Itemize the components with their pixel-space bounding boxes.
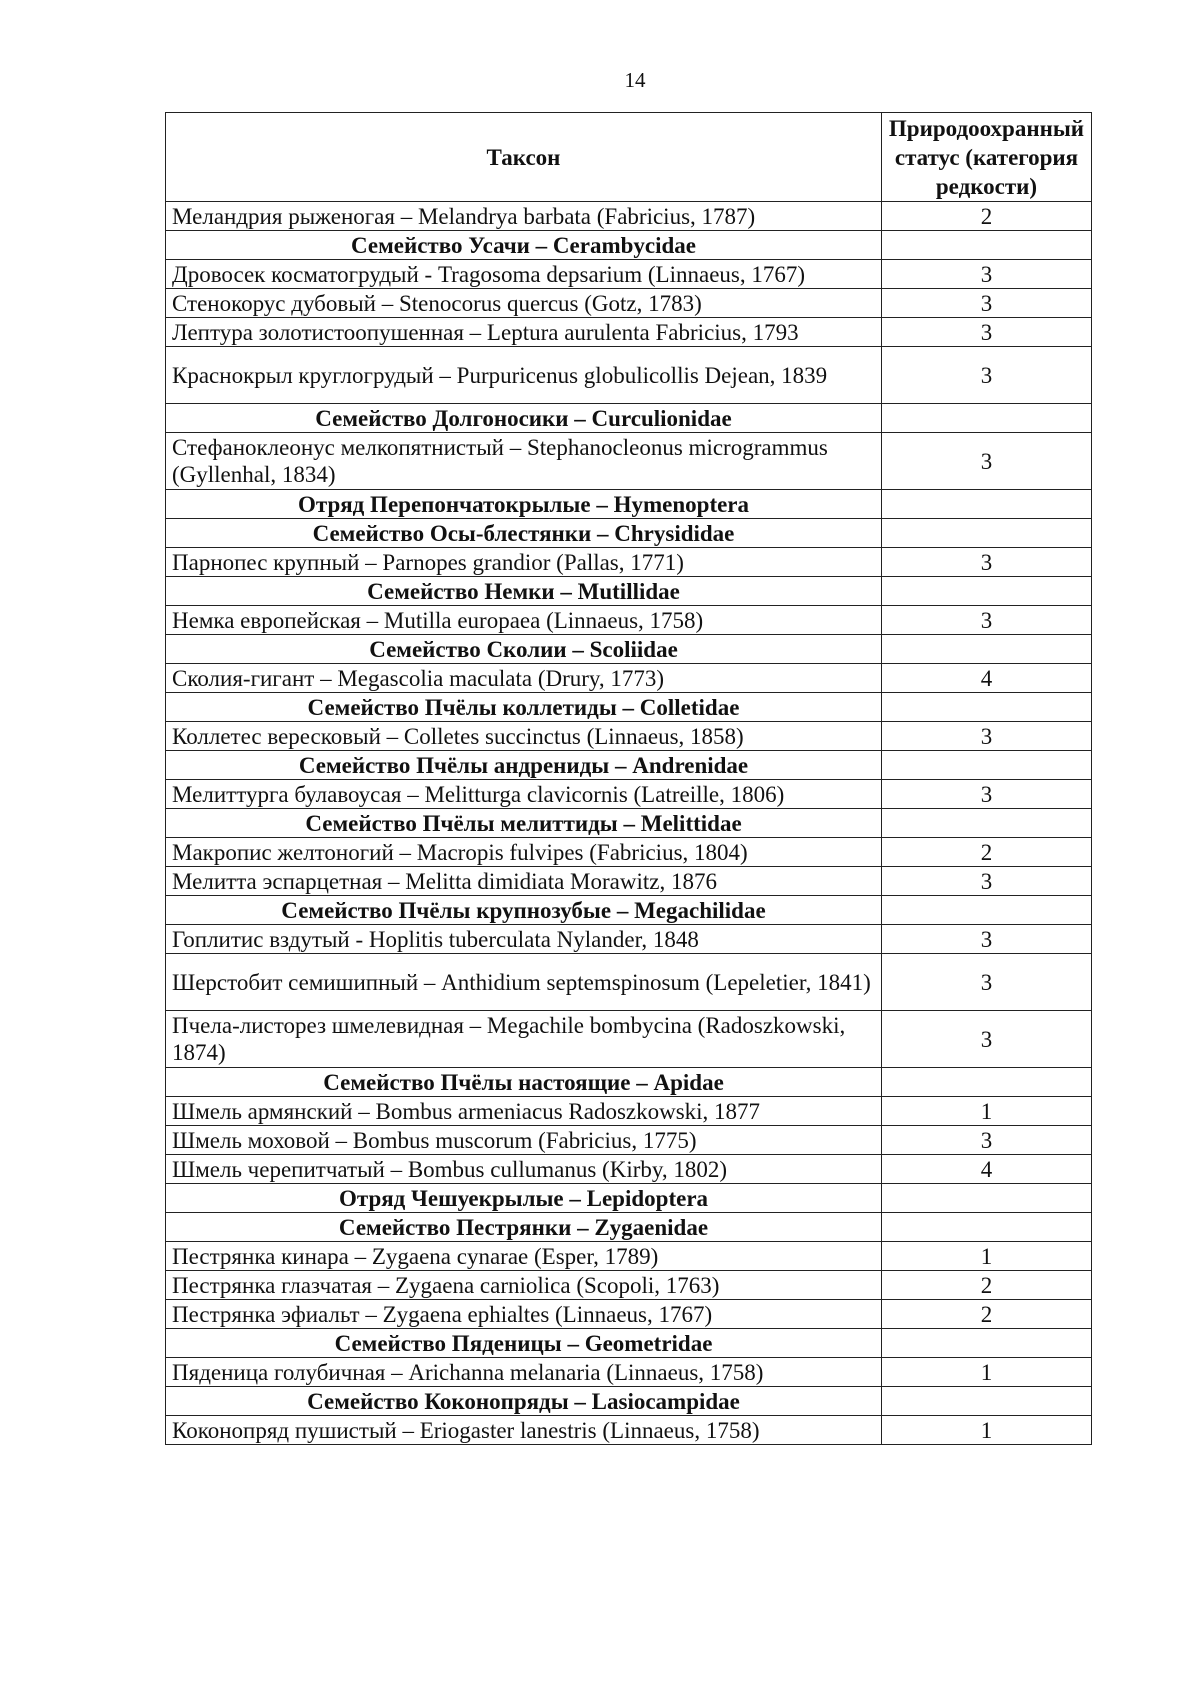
taxon-name: Коллетес вересковый – Colletes succinctus (Linnaeus, 1858) [166,722,882,751]
group-name: Отряд Перепончатокрылые – Hymenoptera [166,490,882,519]
table-row [166,260,1092,289]
group-name: Семейство Усачи – Cerambycidae [166,231,882,260]
table-row [166,1358,1092,1387]
status-value: 3 [882,780,1092,809]
status-value: 3 [882,954,1092,1011]
taxon-name: Шмель моховой – Bombus muscorum (Fabricius, 1775) [166,1126,882,1155]
status-value: 2 [882,1271,1092,1300]
group-name: Отряд Чешуекрылые – Lepidoptera [166,1184,882,1213]
status-value [882,1387,1092,1416]
taxon-group-row [166,490,1092,519]
taxon-group-row [166,404,1092,433]
status-value [882,577,1092,606]
status-value: 3 [882,548,1092,577]
taxon-group-row [166,809,1092,838]
table-row [166,1300,1092,1329]
table-row [166,202,1092,231]
taxon-name: Краснокрыл круглогрудый – Purpuricenus globulicollis Dejean, 1839 [166,347,882,404]
group-name: Семейство Пчёлы андрениды – Andrenidae [166,751,882,780]
status-value: 3 [882,289,1092,318]
table-row [166,925,1092,954]
taxon-name: Стефаноклеонус мелкопятнистый – Stephanocleonus microgrammus (Gyllenhal, 1834) [166,433,882,490]
header-status: Природоохранный статус (категория редкости) [882,113,1092,202]
status-value [882,635,1092,664]
table-header-row [166,113,1092,202]
group-name: Семейство Пчёлы мелиттиды – Melittidae [166,809,882,838]
status-value: 1 [882,1097,1092,1126]
status-value: 3 [882,318,1092,347]
group-name: Семейство Осы-блестянки – Chrysididae [166,519,882,548]
status-value: 3 [882,433,1092,490]
taxon-group-row [166,231,1092,260]
status-value [882,751,1092,780]
status-value: 3 [882,867,1092,896]
table-row [166,606,1092,635]
taxon-name: Немка европейская – Mutilla europaea (Linnaeus, 1758) [166,606,882,635]
taxon-name: Пчела-листорез шмелевидная – Megachile bombycina (Radoszkowski, 1874) [166,1011,882,1068]
status-value [882,896,1092,925]
taxon-group-row [166,1329,1092,1358]
group-name: Семейство Пчёлы крупнозубые – Megachilidae [166,896,882,925]
status-value: 4 [882,1155,1092,1184]
status-value [882,1329,1092,1358]
taxon-name: Пестрянка кинара – Zygaena cynarae (Esper, 1789) [166,1242,882,1271]
table-body [166,202,1092,1445]
taxa-table [165,112,1092,1445]
group-name: Семейство Сколии – Scoliidae [166,635,882,664]
table-row [166,1097,1092,1126]
status-value [882,809,1092,838]
taxon-group-row [166,1068,1092,1097]
status-value: 3 [882,1011,1092,1068]
taxon-name: Шмель черепитчатый – Bombus cullumanus (Kirby, 1802) [166,1155,882,1184]
page-number: 14 [624,68,646,92]
status-value [882,1068,1092,1097]
status-value: 1 [882,1358,1092,1387]
status-value [882,1213,1092,1242]
table-row [166,1155,1092,1184]
taxon-name: Парнопес крупный – Parnopes grandior (Pallas, 1771) [166,548,882,577]
taxon-group-row [166,519,1092,548]
status-value: 2 [882,1300,1092,1329]
taxon-name: Лептура золотистоопушенная – Leptura aurulenta Fabricius, 1793 [166,318,882,347]
taxon-name: Макропис желтоногий – Macropis fulvipes (Fabricius, 1804) [166,838,882,867]
status-value: 1 [882,1416,1092,1445]
table-row [166,318,1092,347]
table-row [166,954,1092,1011]
taxon-group-row [166,1387,1092,1416]
group-name: Семейство Коконопряды – Lasiocampidae [166,1387,882,1416]
group-name: Семейство Пяденицы – Geometridae [166,1329,882,1358]
header-taxon: Таксон [166,113,882,202]
table-row [166,347,1092,404]
status-value: 4 [882,664,1092,693]
status-value: 3 [882,1126,1092,1155]
status-value: 3 [882,606,1092,635]
taxon-name: Стенокорус дубовый – Stenocorus quercus (Gotz, 1783) [166,289,882,318]
taxon-group-row [166,751,1092,780]
taxon-group-row [166,577,1092,606]
group-name: Семейство Немки – Mutillidae [166,577,882,606]
status-value: 1 [882,1242,1092,1271]
taxon-group-row [166,1213,1092,1242]
taxon-name: Коконопряд пушистый – Eriogaster lanestris (Linnaeus, 1758) [166,1416,882,1445]
taxon-name: Мелитта эспарцетная – Melitta dimidiata Morawitz, 1876 [166,867,882,896]
group-name: Семейство Долгоносики – Curculionidae [166,404,882,433]
status-value [882,404,1092,433]
table-row [166,1011,1092,1068]
taxon-group-row [166,635,1092,664]
status-value [882,693,1092,722]
taxon-name: Мелиттурга булавоусая – Melitturga clavicornis (Latreille, 1806) [166,780,882,809]
table-row [166,433,1092,490]
group-name: Семейство Пчёлы настоящие – Apidae [166,1068,882,1097]
status-value [882,1184,1092,1213]
table-row [166,664,1092,693]
status-value [882,231,1092,260]
status-value: 2 [882,202,1092,231]
taxon-name: Пестрянка глазчатая – Zygaena carniolica (Scopoli, 1763) [166,1271,882,1300]
table-row [166,1416,1092,1445]
status-value: 3 [882,347,1092,404]
table-row [166,289,1092,318]
taxon-group-row [166,693,1092,722]
table-row [166,1126,1092,1155]
taxon-name: Дровосек косматогрудый - Tragosoma depsarium (Linnaeus, 1767) [166,260,882,289]
table-row [166,722,1092,751]
status-value [882,490,1092,519]
status-value [882,519,1092,548]
table-row [166,548,1092,577]
table-row [166,1242,1092,1271]
status-value: 3 [882,722,1092,751]
taxon-name: Меландрия рыженогая – Melandrya barbata (Fabricius, 1787) [166,202,882,231]
taxon-group-row [166,1184,1092,1213]
status-value: 2 [882,838,1092,867]
status-value: 3 [882,260,1092,289]
group-name: Семейство Пестрянки – Zygaenidae [166,1213,882,1242]
table-row [166,838,1092,867]
taxon-name: Пестрянка эфиальт – Zygaena ephialtes (Linnaeus, 1767) [166,1300,882,1329]
taxon-name: Шмель армянский – Bombus armeniacus Radoszkowski, 1877 [166,1097,882,1126]
taxon-name: Пяденица голубичная – Arichanna melanaria (Linnaeus, 1758) [166,1358,882,1387]
table-row [166,1271,1092,1300]
group-name: Семейство Пчёлы коллетиды – Colletidae [166,693,882,722]
taxon-name: Гоплитис вздутый - Hoplitis tuberculata Nylander, 1848 [166,925,882,954]
taxon-name: Шерстобит семишипный – Anthidium septemspinosum (Lepeletier, 1841) [166,954,882,1011]
table-row [166,780,1092,809]
taxon-name: Сколия-гигант – Megascolia maculata (Drury, 1773) [166,664,882,693]
status-value: 3 [882,925,1092,954]
table-row [166,867,1092,896]
taxon-group-row [166,896,1092,925]
